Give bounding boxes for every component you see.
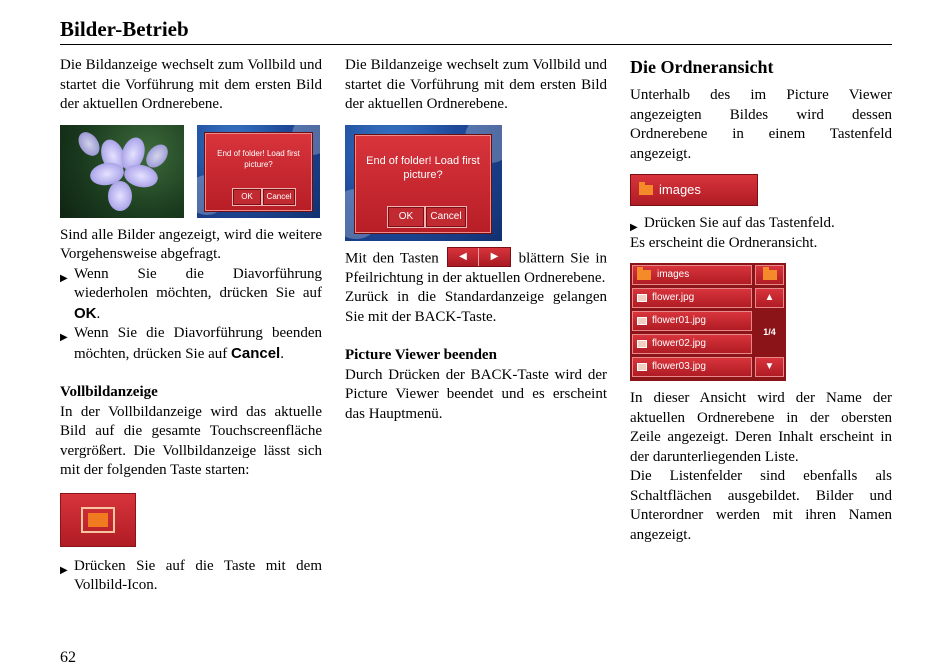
folder-row[interactable] bbox=[632, 265, 752, 285]
arrow-buttons[interactable] bbox=[447, 247, 511, 267]
arrow-left-icon[interactable]: ◀ bbox=[459, 250, 467, 262]
folder-icon bbox=[637, 270, 651, 280]
image-file-icon bbox=[637, 340, 647, 348]
folder-button-label: images bbox=[659, 182, 701, 198]
paragraph: In dieser Ansicht wird der Name der aktuellen Ordnerebene in der obersten Zeile angezeigt. Deren Inhalt erscheint in der darunterliegenden Liste. bbox=[630, 390, 892, 465]
folder-view bbox=[630, 263, 786, 381]
file-row[interactable] bbox=[632, 311, 752, 331]
folder-name: images bbox=[657, 269, 690, 281]
end-of-folder-dialog bbox=[355, 135, 491, 233]
arrow-right-icon[interactable]: ▶ bbox=[478, 248, 510, 266]
folder-up-button[interactable] bbox=[755, 265, 784, 285]
paragraph: In der Vollbildanzeige wird das aktuelle Bild auf die gesamte Touchscreenfläche vergrößert. Die Vollbildanzeige lässt sich mit der folgenden Taste starten: bbox=[60, 403, 322, 478]
bullet-item: ▶ Drücken Sie auf das Tastenfeld. bbox=[630, 214, 892, 234]
fullscreen-icon bbox=[81, 507, 115, 533]
paragraph: Die Bildanzeige wechselt zum Vollbild und startet die Vorführung mit dem ersten Bild der aktuellen Ordnerebene. bbox=[60, 57, 322, 112]
cancel-key-label: Cancel bbox=[231, 344, 281, 362]
arrow-up-icon: ▲ bbox=[764, 292, 775, 304]
cancel-button[interactable]: Cancel bbox=[425, 206, 467, 228]
ok-button[interactable]: OK bbox=[232, 188, 262, 206]
dialog-screenshot-large bbox=[345, 125, 502, 241]
bullet-item: ▶ Wenn Sie die Diavorführung wiederholen möchten, drücken Sie auf OK. bbox=[60, 265, 322, 325]
folder-icon bbox=[639, 185, 653, 195]
file-name: flower02.jpg bbox=[652, 338, 706, 350]
file-name: flower01.jpg bbox=[652, 315, 706, 327]
column-left bbox=[60, 56, 322, 596]
paragraph: Sind alle Bilder angezeigt, wird die weitere Vorgehensweise abgefragt. bbox=[60, 226, 322, 262]
page-title: Bilder-Betrieb bbox=[60, 16, 892, 45]
scroll-up-button[interactable] bbox=[755, 288, 784, 308]
paragraph: Die Bildanzeige wechselt zum Vollbild und startet die Vorführung mit dem ersten Bild der aktuellen Ordnerebene. bbox=[345, 57, 607, 112]
file-row[interactable] bbox=[632, 357, 752, 377]
image-file-icon bbox=[637, 294, 647, 302]
dialog-message: End of folder! Load first picture? bbox=[366, 154, 480, 181]
ok-button[interactable]: OK bbox=[387, 206, 425, 228]
file-name: flower03.jpg bbox=[652, 361, 706, 373]
paragraph: Durch Drücken der BACK-Taste wird der Picture Viewer beendet und es erscheint das Hauptmenü. bbox=[345, 366, 607, 422]
section-heading: Vollbildanzeige bbox=[60, 384, 158, 400]
fullscreen-button[interactable] bbox=[60, 493, 136, 547]
file-name: flower.jpg bbox=[652, 292, 695, 304]
folder-up-icon bbox=[763, 270, 777, 280]
section-heading: Picture Viewer beenden bbox=[345, 347, 497, 363]
image-row bbox=[60, 125, 322, 218]
image-file-icon bbox=[637, 317, 647, 325]
column-right bbox=[630, 56, 892, 545]
paragraph: Die Listenfelder sind ebenfalls als Schaltflächen ausgebildet. Bilder und Unterordner werden mit ihren Namen angezeigt. bbox=[630, 468, 892, 543]
paragraph: Zurück in die Standardanzeige gelangen Sie mit der BACK-Taste. bbox=[345, 289, 607, 325]
file-row[interactable] bbox=[632, 288, 752, 308]
flower-photo bbox=[60, 125, 184, 218]
paragraph: Es erscheint die Ordneransicht. bbox=[630, 234, 818, 251]
page-indicator: 1/4 bbox=[755, 311, 784, 354]
file-row[interactable] bbox=[632, 334, 752, 354]
scroll-down-button[interactable] bbox=[755, 357, 784, 377]
bullet-item: ▶ Drücken Sie auf die Taste mit dem Vollbild-Icon. bbox=[60, 557, 322, 596]
folder-button[interactable] bbox=[630, 174, 758, 206]
column-middle bbox=[345, 56, 607, 424]
arrow-down-icon: ▼ bbox=[764, 361, 775, 373]
dialog-message: End of folder! Load first picture? bbox=[217, 148, 300, 169]
page-number: 62 bbox=[60, 649, 76, 666]
paragraph: Mit den Tasten ◀ ▶ blättern Sie in Pfeilrichtung in der aktuellen Ordnerebene. bbox=[345, 249, 607, 289]
paragraph: Unterhalb des im Picture Viewer angezeigten Bildes wird dessen Ordnerebene in einem Tastenfeld angezeigt. bbox=[630, 87, 892, 162]
bullet-item: ▶ Wenn Sie die Diavorführung beenden möchten, drücken Sie auf Cancel. bbox=[60, 324, 322, 364]
cancel-button[interactable]: Cancel bbox=[262, 188, 296, 206]
end-of-folder-dialog bbox=[205, 133, 312, 211]
dialog-screenshot-small bbox=[197, 125, 320, 218]
section-heading: Die Ordneransicht bbox=[630, 57, 774, 77]
ok-key-label: OK bbox=[74, 304, 97, 322]
image-file-icon bbox=[637, 363, 647, 371]
